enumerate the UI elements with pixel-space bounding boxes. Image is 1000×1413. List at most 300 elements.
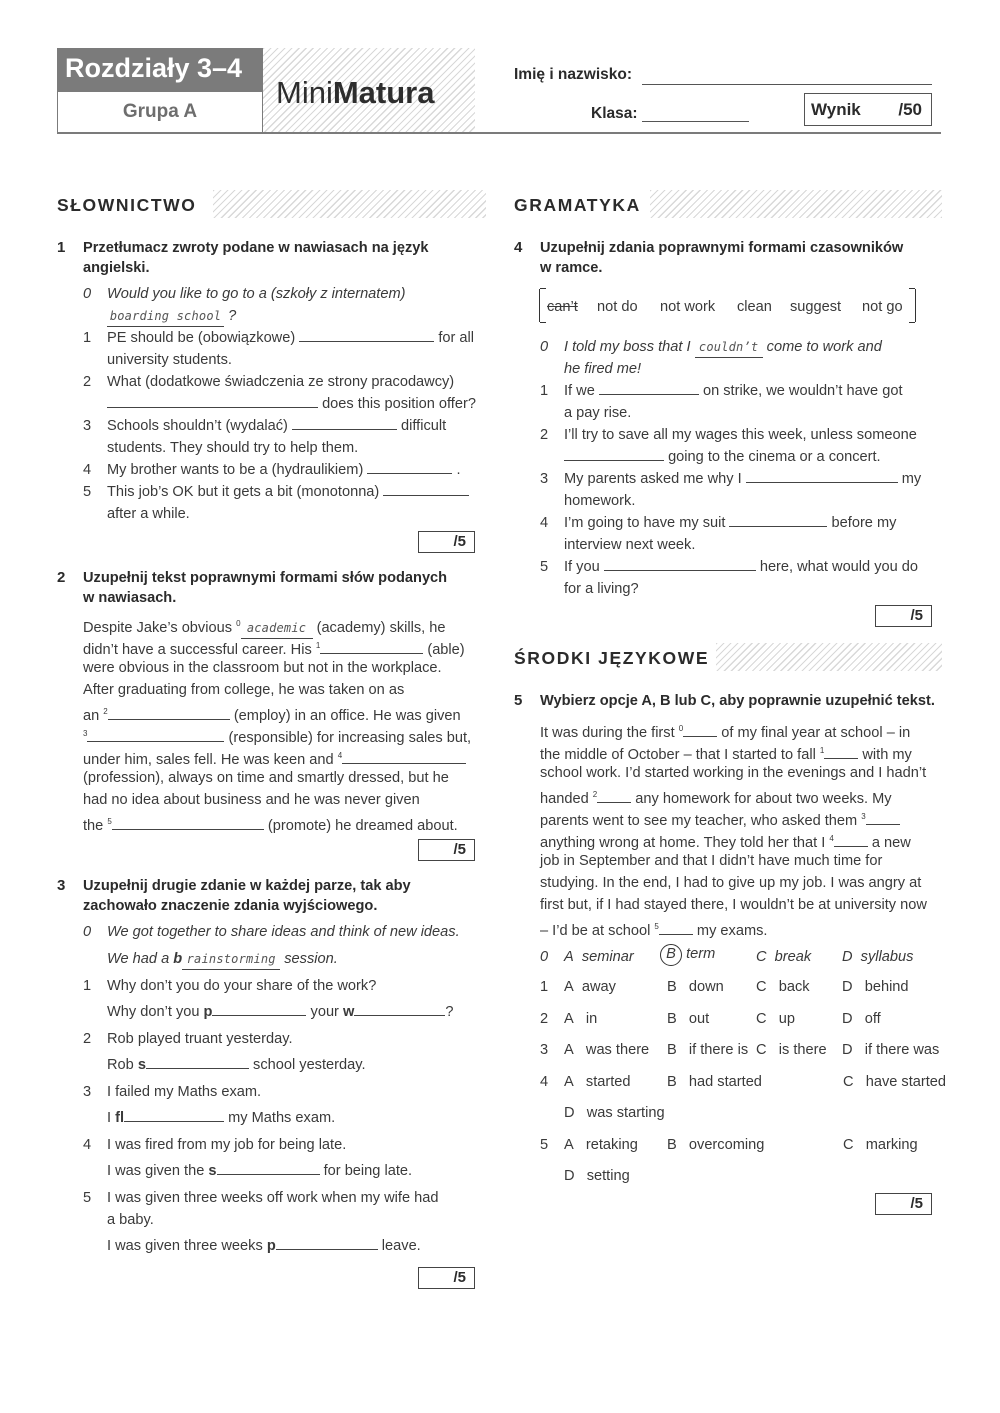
task2-text: (promote) he dreamed about. bbox=[267, 818, 458, 834]
task4-text: If you bbox=[564, 559, 600, 575]
gap-superscript: 3 bbox=[83, 729, 88, 738]
task4-item4-cont: interview next week. bbox=[564, 537, 696, 553]
word-box-item: suggest bbox=[790, 299, 842, 315]
task2-gap1[interactable] bbox=[320, 640, 423, 654]
brand-bold: Matura bbox=[332, 75, 435, 110]
option-A[interactable] bbox=[564, 1072, 631, 1092]
gap-superscript: 0 bbox=[678, 724, 684, 733]
task4-item-number: 1 bbox=[540, 383, 549, 399]
task3-item2-a: Rob played truant yesterday. bbox=[107, 1031, 293, 1047]
task4-number: 4 bbox=[514, 239, 523, 256]
option-D[interactable] bbox=[564, 1166, 630, 1186]
option-letter: C bbox=[756, 1011, 767, 1027]
gap-superscript: 1 bbox=[819, 746, 825, 755]
task1-item2-blank[interactable] bbox=[107, 394, 318, 408]
task1-item2-text: What (dodatkowe świadczenia ze strony pracodawcy) bbox=[107, 374, 455, 390]
option-B-selected[interactable] bbox=[660, 944, 715, 966]
task3-item-number: 2 bbox=[83, 1031, 92, 1047]
task3-letter: p bbox=[266, 1238, 276, 1254]
gap-superscript: 1 bbox=[315, 641, 321, 650]
task1-instr-line1: Przetłumacz zwroty podane w nawiasach na język bbox=[83, 240, 429, 256]
task5-text: my exams. bbox=[696, 923, 768, 939]
task3-letter: b bbox=[173, 951, 183, 967]
option-text: back bbox=[778, 979, 810, 995]
task4-item3-blank[interactable] bbox=[746, 469, 898, 483]
task1-item2 bbox=[107, 394, 476, 414]
task3-letter: w bbox=[342, 1004, 355, 1020]
option-text: seminar bbox=[581, 949, 634, 965]
task3-letter: s bbox=[208, 1163, 217, 1179]
task3-instr-line1: Uzupełnij drugie zdanie w każdej parze, tak aby bbox=[83, 878, 411, 894]
task3-item4-a: I was fired from my job for being late. bbox=[107, 1137, 347, 1153]
gap-superscript: 4 bbox=[337, 751, 343, 760]
option-text: was there bbox=[585, 1042, 650, 1058]
option-A[interactable] bbox=[564, 977, 616, 997]
task4-text: going to the cinema or a concert. bbox=[668, 449, 881, 465]
task1-example-answer: boarding school bbox=[107, 306, 224, 327]
chapter-title: Rozdziały 3–4 bbox=[57, 48, 263, 92]
task3-letter: p bbox=[203, 1004, 213, 1020]
option-D[interactable] bbox=[842, 1009, 881, 1029]
option-text: down bbox=[688, 979, 724, 995]
task1-item-number: 5 bbox=[83, 484, 92, 500]
task2-line8: (profession), always on time and smartly dressed, but he bbox=[83, 770, 449, 786]
option-letter: A bbox=[564, 1137, 574, 1153]
class-field[interactable] bbox=[642, 121, 749, 122]
task3-item3-blank[interactable] bbox=[124, 1108, 224, 1122]
task3-text: leave. bbox=[381, 1238, 421, 1254]
task5-line2 bbox=[540, 741, 912, 765]
task2-gap5[interactable] bbox=[112, 816, 264, 830]
task4-text: My parents asked me why I bbox=[564, 471, 742, 487]
section-grammar: GRAMATYKA bbox=[514, 195, 641, 215]
option-letter: C bbox=[843, 1137, 854, 1153]
task2-text: (responsible) for increasing sales but, bbox=[228, 730, 472, 746]
option-letter: B bbox=[667, 1042, 677, 1058]
task4-item3 bbox=[564, 469, 921, 489]
task2-example-answer: academic bbox=[241, 618, 313, 639]
option-B[interactable] bbox=[667, 1040, 748, 1060]
gap-superscript: 0 bbox=[236, 619, 241, 628]
task2-line4: After graduating from college, he was taken on as bbox=[83, 682, 405, 698]
option-C[interactable] bbox=[756, 1040, 827, 1060]
task5-line6 bbox=[540, 829, 911, 853]
task5-text: a new bbox=[871, 835, 911, 851]
task3-text: I was given the bbox=[107, 1163, 205, 1179]
task5-gap0[interactable] bbox=[683, 723, 717, 737]
task2-instr-line2: w nawiasach. bbox=[83, 590, 177, 606]
option-letter: B bbox=[667, 1011, 677, 1027]
option-letter: B bbox=[667, 1137, 677, 1153]
task5-line7: job in September and that I didn’t have much time for bbox=[540, 853, 883, 869]
task3-item1-blank1[interactable] bbox=[212, 1002, 306, 1016]
task1-score-box: /5 bbox=[418, 531, 475, 553]
word-box bbox=[539, 289, 916, 322]
task3-text: session. bbox=[284, 951, 338, 967]
task1-item-number: 2 bbox=[83, 374, 92, 390]
task3-item4-b bbox=[107, 1161, 412, 1181]
task1-item3-tail: difficult bbox=[401, 418, 447, 434]
task4-item4-blank[interactable] bbox=[729, 513, 827, 527]
task2-text: Despite Jake’s obvious bbox=[83, 620, 232, 636]
task1-item4 bbox=[107, 460, 461, 480]
section-grammar-pattern bbox=[650, 190, 942, 218]
task2-text: an bbox=[83, 708, 100, 724]
task4-example bbox=[564, 337, 882, 358]
option-text: overcoming bbox=[688, 1137, 765, 1153]
task5-number: 5 bbox=[514, 692, 523, 709]
task4-item-number: 2 bbox=[540, 427, 549, 443]
task1-item1-text: PE should be (obowiązkowe) bbox=[107, 330, 296, 346]
task4-example-number: 0 bbox=[540, 339, 549, 355]
word-box-item: not work bbox=[660, 299, 716, 315]
option-D[interactable] bbox=[842, 947, 913, 967]
task1-instruction bbox=[83, 238, 429, 278]
option-letter: C bbox=[756, 1042, 767, 1058]
gap-superscript: 4 bbox=[829, 834, 834, 843]
option-text: term bbox=[686, 946, 716, 962]
option-C[interactable] bbox=[843, 1072, 946, 1092]
option-letter: A bbox=[564, 1042, 574, 1058]
task2-score-box: /5 bbox=[418, 839, 475, 861]
task5-line4 bbox=[540, 785, 892, 809]
task4-example-cont: he fired me! bbox=[564, 361, 642, 377]
option-D[interactable] bbox=[842, 977, 909, 997]
section-vocab: SŁOWNICTWO bbox=[57, 195, 197, 215]
result-box bbox=[804, 93, 932, 126]
task4-item-number: 3 bbox=[540, 471, 549, 487]
task5-text: It was during the first bbox=[540, 725, 675, 741]
gap-superscript: 5 bbox=[654, 922, 659, 931]
task4-item1 bbox=[564, 381, 903, 401]
option-B[interactable] bbox=[667, 1009, 709, 1029]
task1-item3-cont: students. They should try to help them. bbox=[107, 440, 359, 456]
option-text: up bbox=[778, 1011, 795, 1027]
task2-line6 bbox=[83, 724, 471, 748]
task5-gap5[interactable] bbox=[659, 921, 693, 935]
option-text: away bbox=[581, 979, 616, 995]
task4-text: here, what would you do bbox=[759, 559, 919, 575]
task2-instr-line1: Uzupełnij tekst poprawnymi formami słów podanych bbox=[83, 570, 448, 586]
task3-item5-b bbox=[107, 1236, 421, 1256]
task2-line2 bbox=[83, 636, 465, 660]
task4-text: on strike, we wouldn’t have got bbox=[702, 383, 903, 399]
option-letter: D bbox=[842, 949, 853, 965]
gap-superscript: 3 bbox=[861, 812, 866, 821]
option-letter: A bbox=[564, 1011, 574, 1027]
task2-text: (academy) skills, he bbox=[316, 620, 446, 636]
task3-item2-blank[interactable] bbox=[146, 1055, 249, 1069]
option-letter: B bbox=[667, 979, 677, 995]
task5-text: any homework for about two weeks. My bbox=[635, 791, 892, 807]
task4-instr-line2: w ramce. bbox=[540, 260, 603, 276]
task3-example-number: 0 bbox=[83, 924, 92, 940]
task4-item1-blank[interactable] bbox=[599, 381, 699, 395]
task5-line5 bbox=[540, 807, 900, 831]
option-A[interactable] bbox=[564, 947, 634, 967]
task5-text: parents went to see my teacher, who asked them bbox=[540, 813, 858, 829]
task2-line9: had no idea about business and he was never given bbox=[83, 792, 420, 808]
option-C[interactable] bbox=[756, 947, 811, 967]
task4-text: come to work and bbox=[766, 339, 882, 355]
option-letter: B bbox=[667, 1074, 677, 1090]
task4-text: If we bbox=[564, 383, 595, 399]
task3-item5-blank[interactable] bbox=[276, 1236, 378, 1250]
option-letter: D bbox=[842, 1011, 853, 1027]
task4-item2-cont bbox=[564, 447, 881, 467]
task4-item4 bbox=[564, 513, 896, 533]
option-row-number: 2 bbox=[540, 1011, 549, 1027]
option-letter: D bbox=[842, 979, 853, 995]
task4-text: I’m going to have my suit bbox=[564, 515, 726, 531]
option-row-number: 4 bbox=[540, 1074, 549, 1090]
task1-example-tail: ? bbox=[228, 308, 237, 324]
option-text: syllabus bbox=[860, 949, 914, 965]
task3-example-a: We got together to share ideas and think of new ideas. bbox=[107, 924, 460, 940]
option-row-number: 1 bbox=[540, 979, 549, 995]
task2-line10 bbox=[83, 812, 458, 836]
task3-item-number: 3 bbox=[83, 1084, 92, 1100]
task2-text: (employ) in an office. He was given bbox=[233, 708, 461, 724]
task5-line3: school work. I’d started working in the evenings and I hadn’t bbox=[540, 765, 927, 781]
task3-score-box: /5 bbox=[418, 1267, 475, 1289]
task3-text: your bbox=[310, 1004, 339, 1020]
option-text: is there bbox=[778, 1042, 827, 1058]
word-box-item: not go bbox=[862, 299, 903, 315]
task3-item2-b bbox=[107, 1055, 366, 1075]
option-B[interactable] bbox=[667, 1135, 764, 1155]
task2-line7 bbox=[83, 746, 466, 770]
option-text: behind bbox=[864, 979, 909, 995]
option-letter: C bbox=[756, 979, 767, 995]
option-letter: D bbox=[842, 1042, 853, 1058]
task2-line3: were obvious in the classroom but not in the workplace. bbox=[83, 660, 442, 676]
task1-item4-tail: . bbox=[456, 462, 461, 478]
task5-line9: first but, if I had stayed there, I wouldn’t be at university now bbox=[540, 897, 927, 913]
word-box-item: can’t bbox=[547, 299, 578, 315]
task1-item2-tail: does this position offer? bbox=[322, 396, 476, 412]
task5-gap3[interactable] bbox=[866, 811, 900, 825]
task3-text: I was given three weeks bbox=[107, 1238, 263, 1254]
gap-superscript: 2 bbox=[103, 707, 108, 716]
task4-score-box: /5 bbox=[875, 605, 932, 627]
task5-instruction: Wybierz opcje A, B lub C, aby poprawnie uzupełnić tekst. bbox=[540, 693, 935, 709]
brand-light: Mini bbox=[276, 75, 333, 110]
task5-text: – I’d be at school bbox=[540, 923, 651, 939]
option-C[interactable] bbox=[843, 1135, 918, 1155]
option-D[interactable] bbox=[564, 1103, 665, 1123]
task3-text: for being late. bbox=[323, 1163, 413, 1179]
task4-instruction bbox=[540, 238, 903, 278]
task3-text: Rob bbox=[107, 1057, 134, 1073]
task3-text: school yesterday. bbox=[253, 1057, 366, 1073]
gap-superscript: 5 bbox=[107, 817, 112, 826]
task1-item5-cont: after a while. bbox=[107, 506, 190, 522]
task3-instr-line2: zachowało znaczenie zdania wyjściowego. bbox=[83, 898, 378, 914]
task3-example-answer: rainstorming bbox=[182, 949, 280, 970]
header-divider bbox=[57, 132, 941, 134]
task3-item5-a: I was given three weeks off work when my wife had bbox=[107, 1190, 439, 1206]
option-A[interactable] bbox=[564, 1135, 638, 1155]
task2-text: (able) bbox=[427, 642, 465, 658]
option-text: marking bbox=[865, 1137, 918, 1153]
task1-example-answer-line bbox=[107, 306, 236, 327]
task3-instruction bbox=[83, 876, 411, 916]
option-row-number: 3 bbox=[540, 1042, 549, 1058]
task1-item1 bbox=[107, 328, 474, 348]
option-letter: A bbox=[564, 979, 574, 995]
task2-instruction bbox=[83, 568, 447, 608]
task3-item-number: 4 bbox=[83, 1137, 92, 1153]
task1-number: 1 bbox=[57, 239, 66, 256]
task1-example-text: Would you like to go to a (szkoły z internatem) bbox=[107, 286, 406, 302]
class-label: Klasa: bbox=[591, 105, 638, 122]
task5-score-box: /5 bbox=[875, 1193, 932, 1215]
option-row-number: 5 bbox=[540, 1137, 549, 1153]
task5-gap2[interactable] bbox=[597, 789, 631, 803]
option-letter: A bbox=[564, 1074, 574, 1090]
section-language-pattern bbox=[716, 643, 942, 671]
option-letter: D bbox=[564, 1105, 575, 1121]
task4-text: before my bbox=[831, 515, 897, 531]
option-text: had started bbox=[688, 1074, 762, 1090]
task4-item2-text: I’ll try to save all my wages this week, unless someone bbox=[564, 427, 917, 443]
task4-item5-cont: for a living? bbox=[564, 581, 639, 597]
task3-item5-a2: a baby. bbox=[107, 1212, 154, 1228]
task1-item1-blank[interactable] bbox=[299, 328, 434, 342]
task3-item1-b bbox=[107, 1002, 453, 1022]
option-D[interactable] bbox=[842, 1040, 939, 1060]
task4-item5 bbox=[564, 557, 918, 577]
option-A[interactable] bbox=[564, 1040, 649, 1060]
task1-item-number: 3 bbox=[83, 418, 92, 434]
task1-item5-blank[interactable] bbox=[383, 482, 469, 496]
option-text: was starting bbox=[586, 1105, 665, 1121]
option-text: started bbox=[585, 1074, 631, 1090]
task4-example-answer: couldn’t bbox=[695, 337, 763, 358]
task1-item-number: 1 bbox=[83, 330, 92, 346]
result-max: /50 bbox=[898, 100, 922, 119]
option-text: have started bbox=[865, 1074, 947, 1090]
task1-item3-text: Schools shouldn’t (wydalać) bbox=[107, 418, 288, 434]
option-B[interactable] bbox=[667, 1072, 762, 1092]
task5-gap4[interactable] bbox=[834, 833, 868, 847]
task1-item1-tail: for all bbox=[438, 330, 475, 346]
task3-letter: s bbox=[137, 1057, 146, 1073]
task2-text: didn’t have a successful career. His bbox=[83, 642, 312, 658]
task5-line1 bbox=[540, 719, 910, 743]
task1-item-number: 4 bbox=[83, 462, 92, 478]
task4-instr-line1: Uzupełnij zdania poprawnymi formami czasowników bbox=[540, 240, 904, 256]
task1-item5 bbox=[107, 482, 469, 502]
option-text: out bbox=[688, 1011, 710, 1027]
option-row-number: 0 bbox=[540, 949, 549, 965]
task5-line10 bbox=[540, 917, 767, 941]
option-text: retaking bbox=[585, 1137, 638, 1153]
option-letter: C bbox=[756, 949, 767, 965]
task4-item-number: 4 bbox=[540, 515, 549, 531]
task2-gap2[interactable] bbox=[108, 706, 230, 720]
option-C[interactable] bbox=[756, 977, 810, 997]
option-text: off bbox=[864, 1011, 881, 1027]
task3-item1-a: Why don’t you do your share of the work? bbox=[107, 978, 377, 994]
task1-item3-blank[interactable] bbox=[292, 416, 397, 430]
option-letter: D bbox=[564, 1168, 575, 1184]
task3-example-b bbox=[107, 949, 338, 970]
task3-letter: fl bbox=[115, 1110, 125, 1126]
task3-text: my Maths exam. bbox=[228, 1110, 336, 1126]
task3-item3-a: I failed my Maths exam. bbox=[107, 1084, 262, 1100]
brand-logo bbox=[276, 75, 434, 111]
option-text: break bbox=[774, 949, 812, 965]
group-label: Grupa A bbox=[57, 92, 263, 133]
option-text: if there was bbox=[864, 1042, 940, 1058]
task1-item5-text: This job’s OK but it gets a bit (monotonna) bbox=[107, 484, 380, 500]
word-box-item: clean bbox=[737, 299, 772, 315]
task5-text: of my final year at school – in bbox=[721, 725, 911, 741]
task5-line8: studying. In the end, I had to give up my job. I was angry at bbox=[540, 875, 922, 891]
task5-text: with my bbox=[862, 747, 912, 763]
task1-item4-text: My brother wants to be a (hydraulikiem) bbox=[107, 462, 364, 478]
task1-item1-cont: university students. bbox=[107, 352, 232, 368]
task5-text: handed bbox=[540, 791, 589, 807]
option-text: in bbox=[585, 1011, 598, 1027]
task2-number: 2 bbox=[57, 569, 66, 586]
task4-text: I told my boss that I bbox=[564, 339, 691, 355]
task4-item1-cont: a pay rise. bbox=[564, 405, 632, 421]
task2-text: under him, sales fell. He was keen and bbox=[83, 752, 334, 768]
task3-item1-blank2[interactable] bbox=[354, 1002, 445, 1016]
task4-item2-blank[interactable] bbox=[564, 447, 664, 461]
name-label: Imię i nazwisko: bbox=[514, 66, 633, 83]
task4-item5-blank[interactable] bbox=[604, 557, 756, 571]
task4-item-number: 5 bbox=[540, 559, 549, 575]
task2-gap3[interactable] bbox=[87, 728, 224, 742]
task3-text: We had a bbox=[107, 951, 170, 967]
task4-text: my bbox=[901, 471, 922, 487]
task4-item3-cont: homework. bbox=[564, 493, 636, 509]
task3-text: ? bbox=[445, 1004, 454, 1020]
task1-item3 bbox=[107, 416, 446, 436]
option-A[interactable] bbox=[564, 1009, 597, 1029]
task5-text: anything wrong at home. They told her that I bbox=[540, 835, 826, 851]
option-B[interactable] bbox=[667, 977, 724, 997]
option-letter: A bbox=[564, 949, 574, 965]
name-field[interactable] bbox=[642, 84, 932, 85]
result-label: Wynik bbox=[811, 100, 861, 119]
task2-line5 bbox=[83, 702, 461, 726]
task1-item4-blank[interactable] bbox=[367, 460, 452, 474]
option-text: setting bbox=[586, 1168, 630, 1184]
section-vocab-pattern bbox=[213, 190, 486, 218]
task3-text: Why don’t you bbox=[107, 1004, 200, 1020]
task3-text: I bbox=[107, 1110, 112, 1126]
task1-example-number: 0 bbox=[83, 286, 92, 302]
gap-superscript: 2 bbox=[592, 790, 598, 799]
option-C[interactable] bbox=[756, 1009, 795, 1029]
selected-circle: B bbox=[660, 944, 682, 966]
task2-gap4[interactable] bbox=[342, 750, 466, 764]
task1-instr-line2: angielski. bbox=[83, 260, 150, 276]
task5-text: the middle of October – that I started to fall bbox=[540, 747, 816, 763]
task3-item-number: 5 bbox=[83, 1190, 92, 1206]
task2-text: the bbox=[83, 818, 104, 834]
option-letter: C bbox=[843, 1074, 854, 1090]
word-box-item: not do bbox=[597, 299, 638, 315]
task3-item4-blank[interactable] bbox=[217, 1161, 320, 1175]
task5-gap1[interactable] bbox=[824, 745, 858, 759]
option-text: if there is bbox=[688, 1042, 749, 1058]
